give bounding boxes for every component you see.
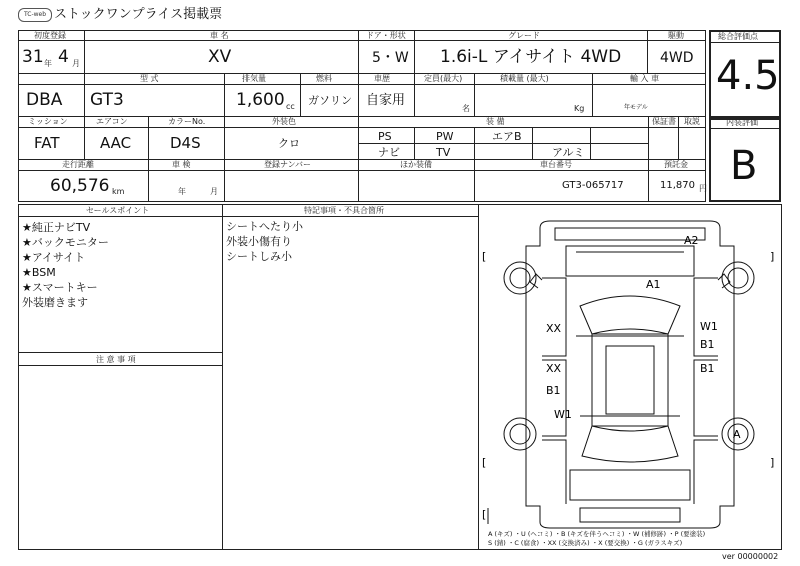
label-door-type: ドア・形状	[366, 31, 406, 40]
label-overall-score: 総合評価点	[718, 32, 758, 41]
label-inspection: 車 検	[172, 160, 191, 169]
special-note-item: シートしみ小	[226, 250, 292, 263]
capacity-unit: 名	[462, 104, 470, 113]
first-reg-year-unit: 年	[44, 59, 52, 68]
car-damage-diagram	[480, 216, 780, 532]
sales-point-item: 外装磨きます	[22, 296, 88, 309]
bracket-close: ]	[770, 456, 775, 469]
label-sales-points: セールスポイント	[86, 206, 150, 215]
mark-a2: A2	[684, 234, 699, 247]
door-type: 5・W	[372, 50, 409, 66]
label-caution: 注 意 事 項	[96, 355, 136, 364]
first-reg-year: 31	[22, 47, 44, 67]
label-reg-number: 登録ナンバー	[264, 160, 312, 169]
label-capacity: 定員(最大)	[424, 74, 463, 83]
version-label: ver 00000002	[722, 552, 779, 561]
sales-point-item: ★アイサイト	[22, 251, 86, 264]
label-price: 預託金	[664, 160, 688, 169]
sales-point-item: ★スマートキー	[22, 281, 98, 294]
equip-ps: PS	[378, 130, 392, 143]
label-first-reg: 初度登録	[34, 31, 66, 40]
logo-text: TC-web	[23, 11, 47, 18]
aircon: AAC	[100, 134, 132, 152]
bracket-open: [	[482, 508, 487, 521]
exterior-color: クロ	[278, 137, 300, 150]
bracket-open: [	[482, 250, 487, 263]
inspection-year-unit: 年	[178, 187, 186, 196]
label-exterior-color: 外装色	[272, 117, 296, 126]
overall-score: 4.5	[716, 53, 780, 99]
label-chassis-no: 車台番号	[540, 160, 572, 169]
label-grade: グレード	[508, 31, 540, 40]
label-manual: 取説	[684, 117, 700, 126]
grade: 1.6i-L アイサイト 4WD	[440, 47, 622, 67]
label-mileage: 走行距離	[62, 160, 94, 169]
interior-score: B	[730, 143, 758, 189]
bracket-open: [	[482, 456, 487, 469]
label-drive: 駆動	[668, 31, 684, 40]
equip-pw: PW	[436, 130, 454, 143]
equip-navi: ナビ	[378, 146, 400, 159]
drive: 4WD	[660, 50, 694, 66]
car-name: XV	[208, 47, 232, 67]
equip-airbag: エアB	[492, 130, 522, 143]
legend-line-2: S (錆) ・C (腐食) ・XX (交換済み) ・X (要交換) ・G (ガラスキズ)	[488, 539, 683, 547]
special-note-item: シートへたり小	[226, 220, 303, 233]
model-code: GT3	[90, 90, 124, 110]
label-other-equipment: ほか装備	[400, 160, 432, 169]
mark-b1-right-front: B1	[700, 338, 715, 351]
bracket-close: ]	[770, 250, 775, 263]
label-color-no: カラーNo.	[168, 117, 206, 126]
special-note-item: 外装小傷有り	[226, 235, 292, 248]
displacement: 1,600	[236, 90, 285, 110]
price: 11,870	[660, 180, 695, 191]
model-prefix: DBA	[26, 90, 63, 110]
label-model: 型 式	[140, 74, 159, 83]
label-fuel: 燃料	[316, 74, 332, 83]
equip-tv: TV	[436, 146, 451, 159]
mark-a-wheel: A	[733, 428, 741, 441]
price-unit: 円	[699, 184, 707, 193]
import-unit: 年モデル	[624, 104, 648, 111]
label-equipment: 装 備	[486, 117, 505, 126]
label-car-name: 車 名	[210, 31, 229, 40]
mark-w1-right: W1	[700, 320, 718, 333]
mark-a1: A1	[646, 278, 661, 291]
sales-point-item: ★バックモニター	[22, 236, 109, 249]
page-title: ストックワンプライス掲載票	[54, 7, 223, 22]
label-usage: 車歴	[374, 74, 390, 83]
first-reg-month-unit: 月	[72, 59, 80, 68]
color-no: D4S	[170, 134, 201, 152]
label-warranty: 保証書	[652, 117, 676, 126]
first-reg-month: 4	[58, 47, 69, 67]
mark-xx-front-left: XX	[546, 322, 562, 335]
sales-point-item: ★BSM	[22, 266, 56, 279]
chassis-no: GT3-065717	[562, 180, 624, 191]
mark-b1-right-rear: B1	[700, 362, 715, 375]
mark-w1-left: W1	[554, 408, 572, 421]
inspection-month-unit: 月	[210, 187, 218, 196]
legend-line-1: A (キズ) ・U (ヘコミ) ・B (キズを伴うヘコミ) ・W (補修跡) ・P (要塗装)	[488, 530, 706, 538]
mark-xx-rear-left: XX	[546, 362, 562, 375]
load-unit: Kg	[574, 104, 585, 113]
usage: 自家用	[366, 93, 406, 108]
label-import: 輸 入 車	[630, 74, 660, 83]
mark-b1-left: B1	[546, 384, 561, 397]
label-mission: ミッション	[28, 117, 68, 126]
equip-alumi: アルミ	[552, 146, 585, 159]
label-displacement: 排気量	[242, 74, 266, 83]
fuel: ガソリン	[308, 94, 352, 107]
label-load: 積載量 (最大)	[500, 74, 549, 83]
label-interior-score: 内装評価	[726, 118, 758, 127]
mileage-unit: km	[112, 187, 125, 196]
displacement-unit: cc	[286, 102, 295, 111]
label-aircon: エアコン	[96, 117, 128, 126]
mission: FAT	[34, 134, 60, 152]
logo	[18, 8, 52, 22]
sales-point-item: ★純正ナビTV	[22, 221, 91, 234]
label-special-notes: 特記事項・不具合箇所	[304, 206, 384, 215]
mileage: 60,576	[50, 176, 110, 196]
